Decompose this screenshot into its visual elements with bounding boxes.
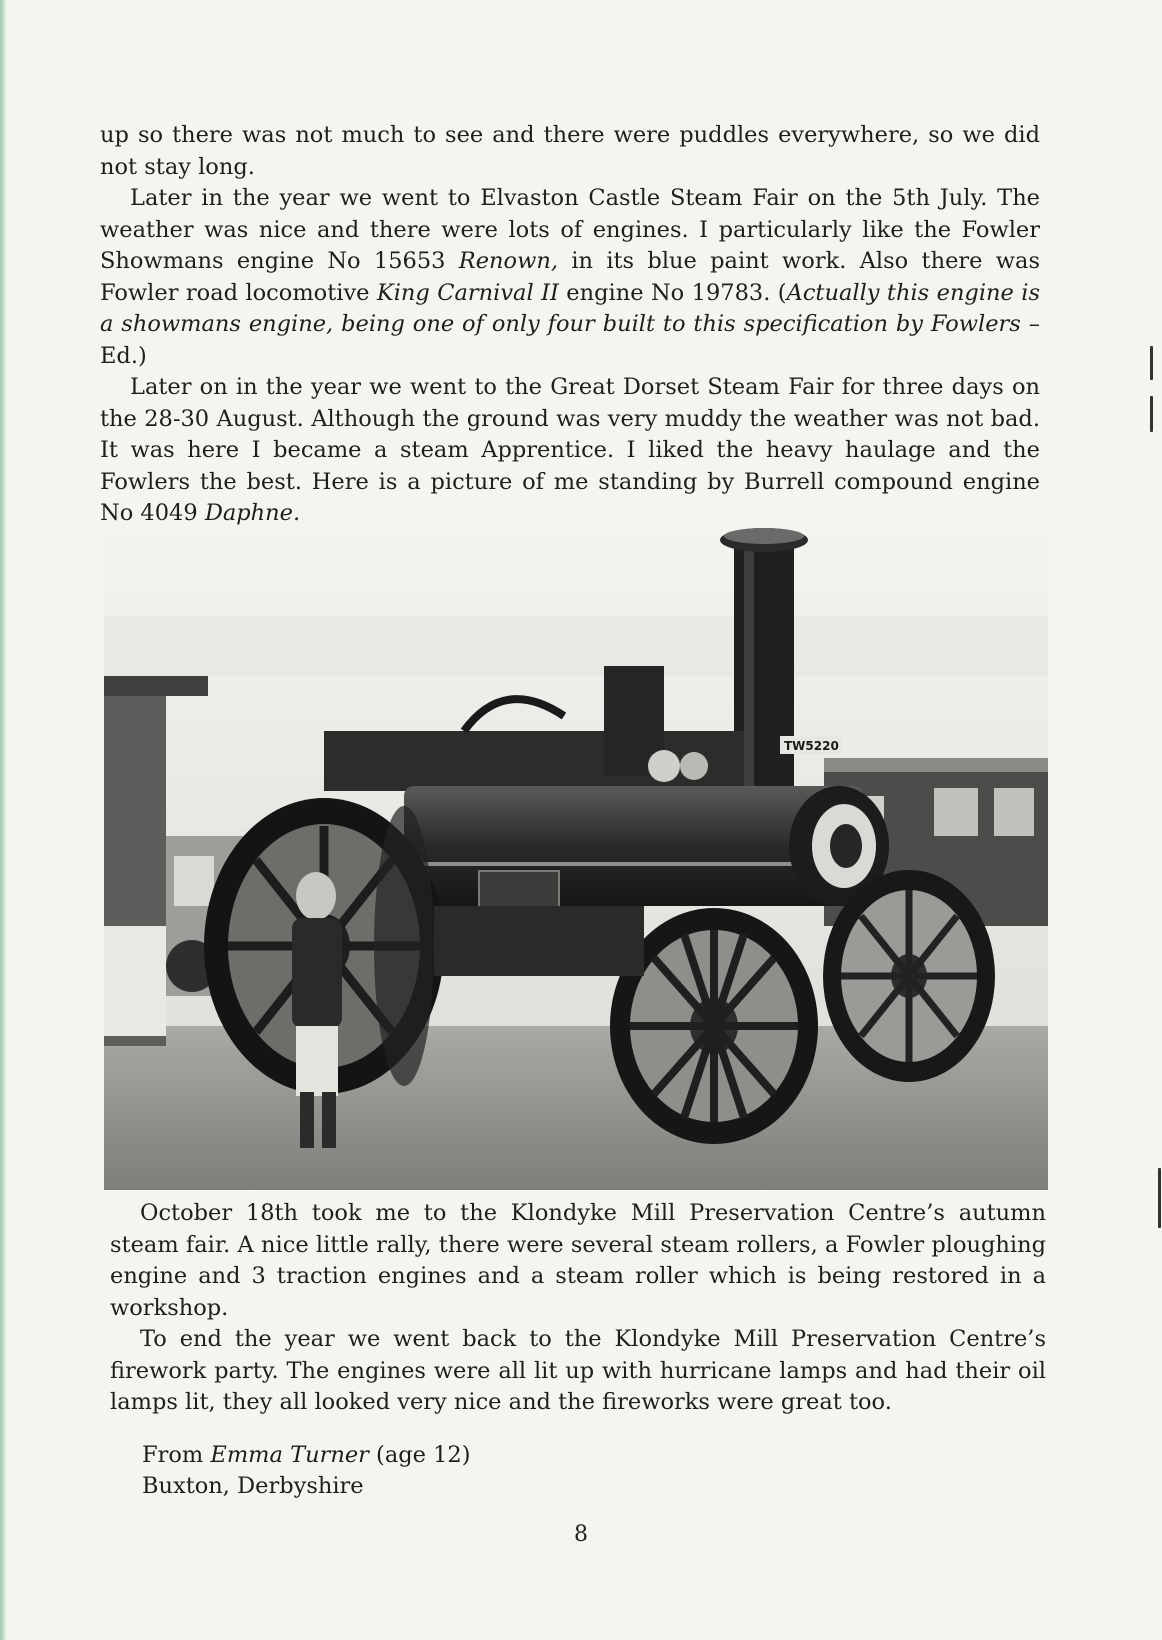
article-bottom — [110, 1198, 1046, 1419]
article-top — [100, 120, 1040, 530]
margin-mark — [1158, 1168, 1161, 1228]
paragraph-3: Later on in the year we went to the Great Dorset Steam Fair for three days on the 28-30 August. Although the ground was very muddy the weather was not bad. It was here I became a steam Apprentice. I liked the heavy haulage and the Fowlers the best. Here is a picture of me standing by Burrell compound engine No 4049 Daphne. — [100, 374, 1040, 526]
margin-mark — [1150, 396, 1153, 432]
paragraph-4: October 18th took me to the Klondyke Mill Preservation Centre’s autumn steam fair. A nice little rally, there were several steam rollers, a Fowler ploughing engine and 3 traction engines and a steam roller which is being restored in a workshop. — [110, 1200, 1046, 1321]
page-edge — [0, 0, 6, 1640]
page-number: 8 — [574, 1522, 588, 1547]
paragraph-2: Later in the year we went to Elvaston Castle Steam Fair on the 5th July. The weather was nice and there were lots of engines. I particularly like the Fowler Showmans engine No 15653 Renown, in its blue paint work. Also there was Fowler road locomotive King Carnival II engine No 19783. (Actually this engine is a showmans engine, being one of only four built to this specification by Fowlers – Ed.) — [100, 185, 1041, 369]
author-name: Emma Turner — [210, 1442, 369, 1468]
margin-mark — [1150, 346, 1153, 380]
engine-name-king-carnival: King Carnival II — [376, 279, 559, 306]
author-location: Buxton, Derbyshire — [142, 1473, 364, 1499]
editor-note: Actually this engine is a showmans engine, being one of only four built to this specification by Fowlers — [100, 279, 1041, 337]
signature — [142, 1440, 471, 1502]
paragraph-5: To end the year we went back to the Klondyke Mill Preservation Centre’s firework party. The engines were all lit up with hurricane lamps and had their oil lamps lit, they all looked very nice and the fireworks were great too. — [110, 1326, 1046, 1415]
engine-name-daphne: Daphne. — [204, 500, 301, 526]
paragraph-1: up so there was not much to see and there were puddles everywhere, so we did not stay long. — [100, 122, 1040, 180]
traction-engine-photo — [104, 526, 1048, 1190]
signature-line: From Emma Turner (age 12) — [142, 1442, 471, 1468]
number-plate: TW5220 — [784, 739, 839, 753]
front-wheel-far — [823, 870, 995, 1082]
engine-name-renown: Renown, — [458, 248, 558, 274]
photo-illustration — [104, 526, 1048, 1190]
